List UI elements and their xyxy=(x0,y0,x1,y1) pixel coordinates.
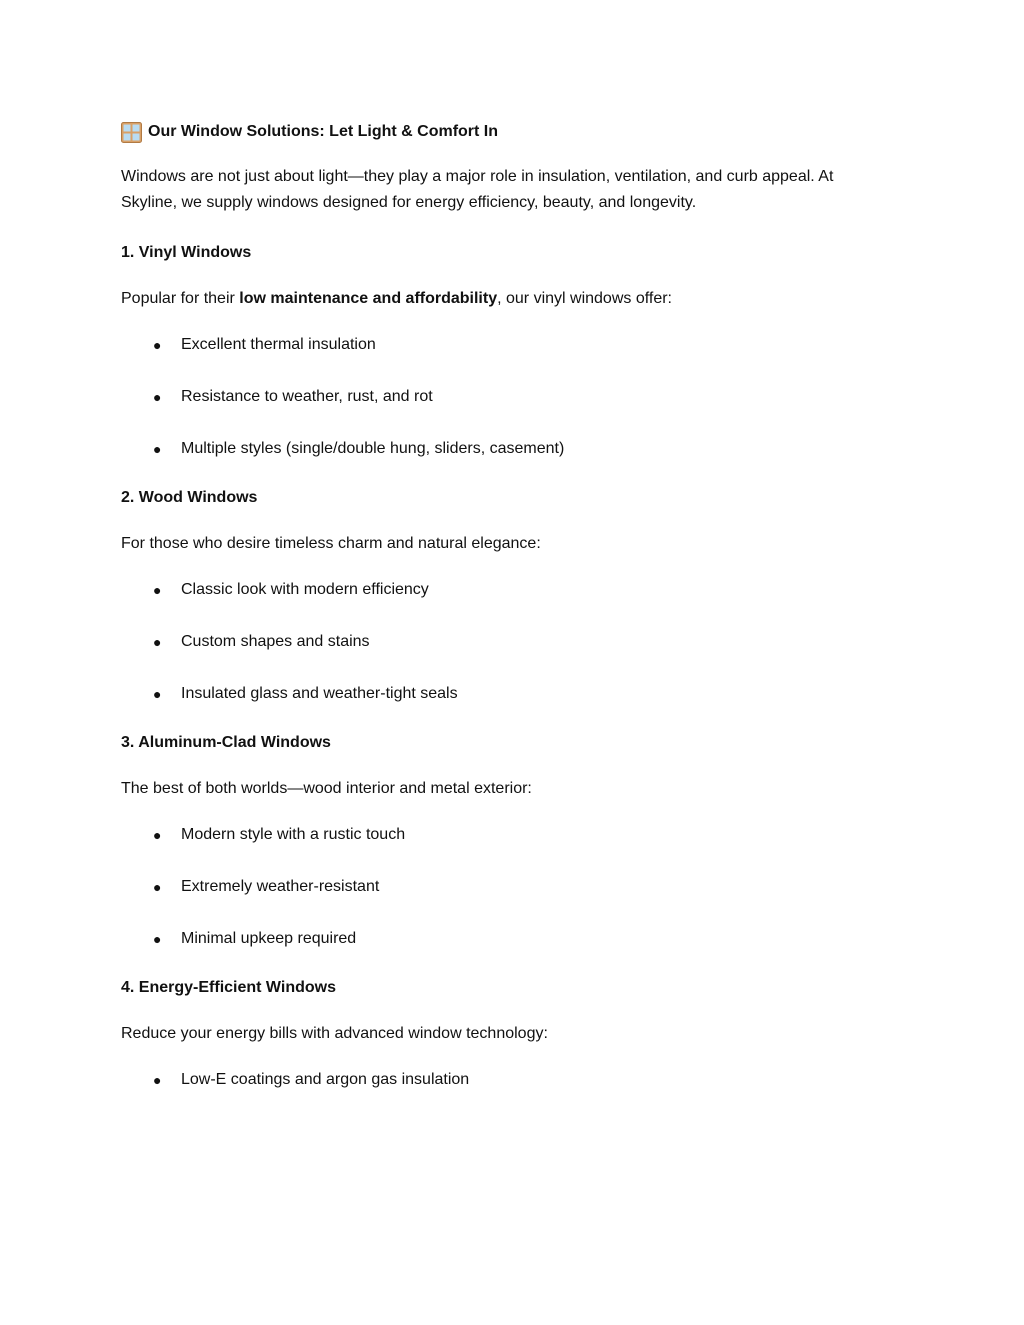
section-heading-vinyl: 1. Vinyl Windows xyxy=(121,244,252,261)
list-item-text: Excellent thermal insulation xyxy=(181,336,376,353)
list-item xyxy=(121,332,904,358)
list-item xyxy=(121,926,904,952)
section-heading-aluminum-clad: 3. Aluminum-Clad Windows xyxy=(121,734,331,751)
list-item xyxy=(121,384,904,410)
list-item xyxy=(121,436,904,462)
bullet-list-vinyl xyxy=(121,332,904,462)
list-item-text: Modern style with a rustic touch xyxy=(181,826,406,843)
bullet-icon: ● xyxy=(153,879,162,895)
bullet-icon: ● xyxy=(153,337,162,353)
section-heading-wood: 2. Wood Windows xyxy=(121,489,258,506)
bullet-icon: ● xyxy=(153,1072,162,1088)
list-item-text: Custom shapes and stains xyxy=(181,633,370,650)
window-icon xyxy=(121,122,142,143)
paragraph-text: , our vinyl windows offer: xyxy=(497,290,672,307)
list-item xyxy=(121,681,904,707)
document-title xyxy=(121,119,904,145)
paragraph-text: Popular for their xyxy=(121,290,240,307)
section-heading-energy-efficient: 4. Energy-Efficient Windows xyxy=(121,979,336,996)
bullet-icon: ● xyxy=(153,389,162,405)
bullet-icon: ● xyxy=(153,686,162,702)
list-item-text: Minimal upkeep required xyxy=(181,930,357,947)
section-paragraph-wood: For those who desire timeless charm and natural elegance: xyxy=(121,535,541,552)
bullet-icon: ● xyxy=(153,634,162,650)
list-item-text: Resistance to weather, rust, and rot xyxy=(181,388,433,405)
list-item xyxy=(121,577,904,603)
bullet-icon: ● xyxy=(153,582,162,598)
section-paragraph-energy-efficient: Reduce your energy bills with advanced window technology: xyxy=(121,1025,548,1042)
list-item-text: Extremely weather-resistant xyxy=(181,878,380,895)
list-item-text: Classic look with modern efficiency xyxy=(181,581,429,598)
paragraph-bold-text: low maintenance and affordability xyxy=(239,290,498,307)
section-paragraph-vinyl xyxy=(121,286,904,312)
list-item xyxy=(121,629,904,655)
section-paragraph-aluminum-clad: The best of both worlds—wood interior and metal exterior: xyxy=(121,780,532,797)
list-item xyxy=(121,874,904,900)
list-item xyxy=(121,822,904,848)
bullet-icon: ● xyxy=(153,441,162,457)
bullet-icon: ● xyxy=(153,931,162,947)
list-item-text: Low-E coatings and argon gas insulation xyxy=(181,1071,470,1088)
bullet-icon: ● xyxy=(153,827,162,843)
document-title-text: Our Window Solutions: Let Light & Comfort In xyxy=(148,123,499,140)
intro-paragraph: Windows are not just about light—they play a major role in insulation, ventilation, and curb appeal. At Skyline, we supply windows designed for energy efficiency, beauty, and longevity. xyxy=(121,168,834,211)
bullet-list-energy-efficient xyxy=(121,1067,904,1093)
list-item-text: Multiple styles (single/double hung, sliders, casement) xyxy=(181,440,565,457)
list-item xyxy=(121,1067,904,1093)
bullet-list-aluminum-clad xyxy=(121,822,904,952)
list-item-text: Insulated glass and weather-tight seals xyxy=(181,685,458,702)
bullet-list-wood xyxy=(121,577,904,707)
